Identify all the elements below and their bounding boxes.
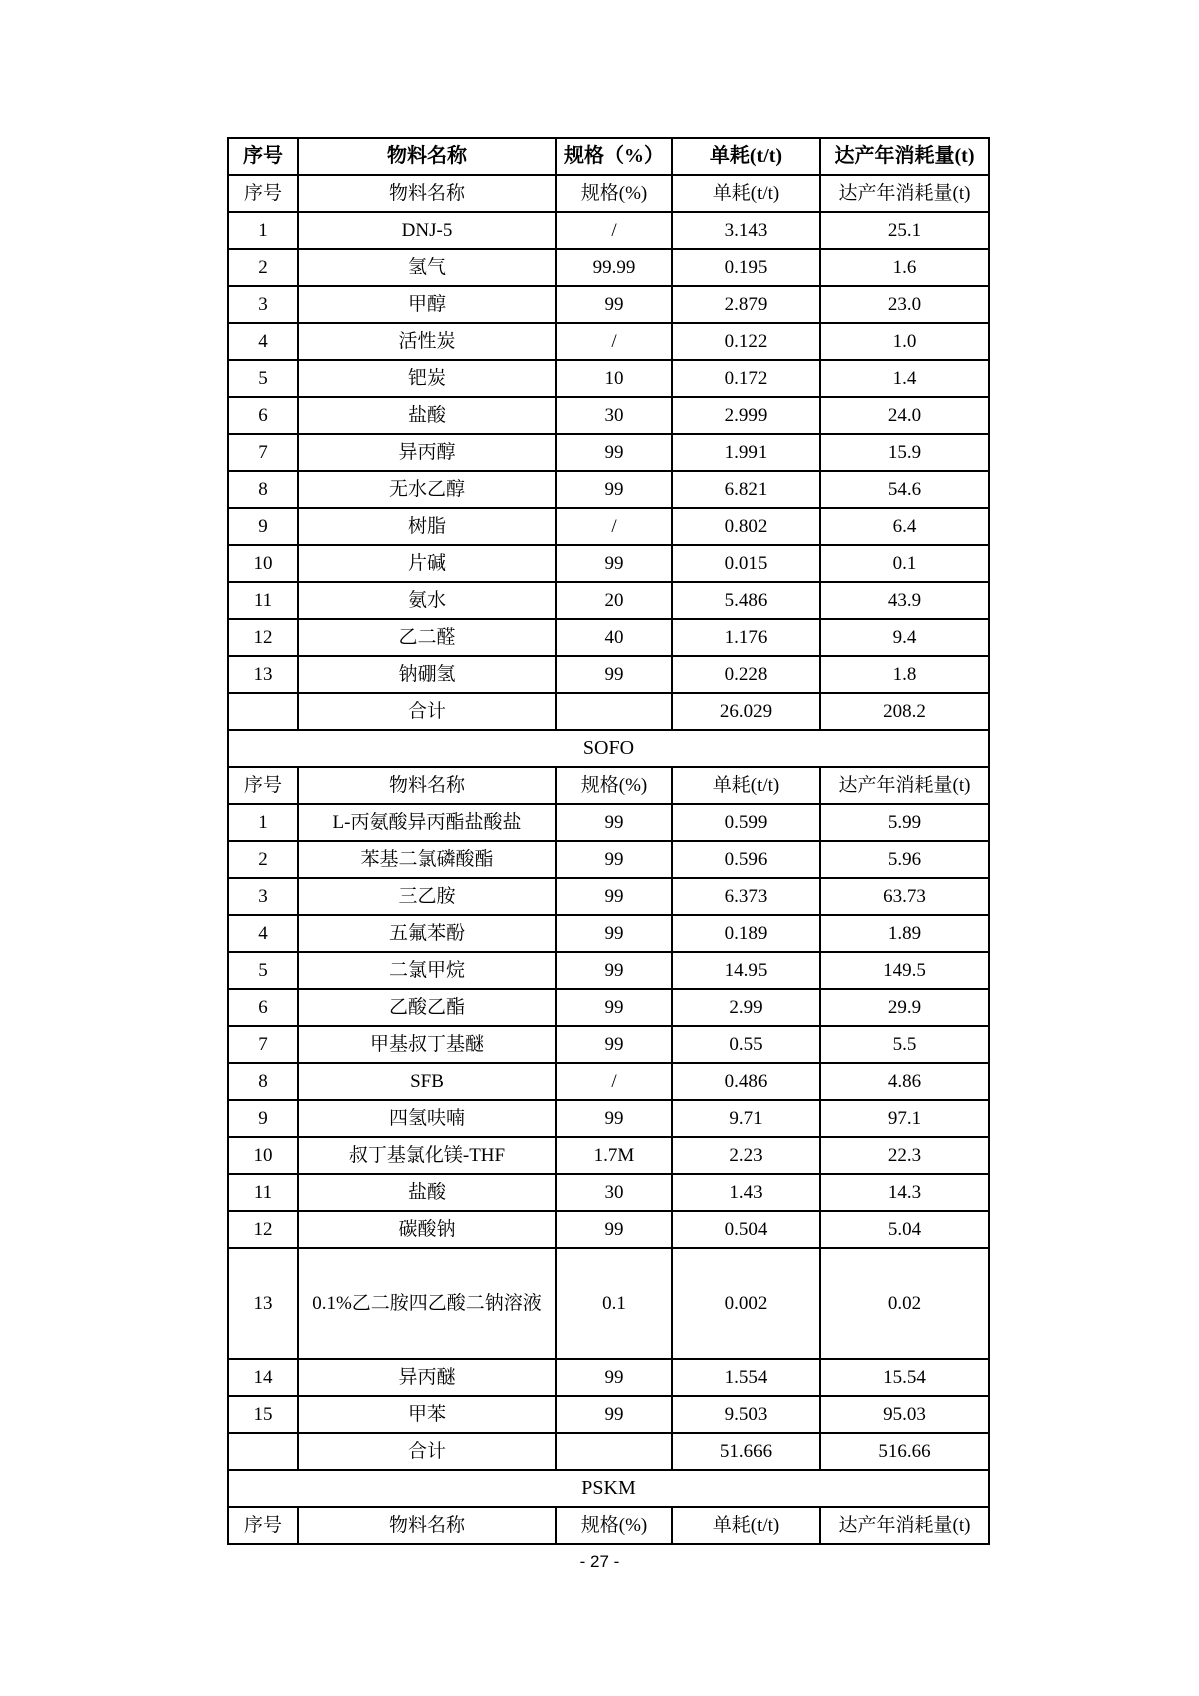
cell-spec: 30 <box>556 397 672 434</box>
cell-material: 钯炭 <box>298 360 556 397</box>
cell-material: 氨水 <box>298 582 556 619</box>
header-cell-unit-consumption: 单耗(t/t) <box>672 1507 820 1544</box>
cell-unit-consumption: 0.504 <box>672 1211 820 1248</box>
cell-unit-consumption: 0.228 <box>672 656 820 693</box>
header-cell-annual-consumption: 达产年消耗量(t) <box>820 1507 989 1544</box>
table-row <box>228 693 989 730</box>
table-row <box>228 1359 989 1396</box>
cell-unit-consumption: 9.503 <box>672 1396 820 1433</box>
table-row <box>228 1433 989 1470</box>
cell-material: 甲醇 <box>298 286 556 323</box>
cell-annual-consumption: 0.02 <box>820 1248 989 1359</box>
cell-annual-consumption: 5.99 <box>820 804 989 841</box>
cell-spec: 99 <box>556 1026 672 1063</box>
table-row <box>228 656 989 693</box>
table-row <box>228 1211 989 1248</box>
cell-material: 活性炭 <box>298 323 556 360</box>
cell-annual-consumption: 5.04 <box>820 1211 989 1248</box>
cell-material: 叔丁基氯化镁-THF <box>298 1137 556 1174</box>
cell-annual-consumption: 149.5 <box>820 952 989 989</box>
cell-annual-consumption: 29.9 <box>820 989 989 1026</box>
table-row <box>228 1174 989 1211</box>
cell-material: 氢气 <box>298 249 556 286</box>
cell-unit-consumption: 0.015 <box>672 545 820 582</box>
cell-seq: 14 <box>228 1359 298 1396</box>
cell-seq: 9 <box>228 1100 298 1137</box>
cell-spec: 30 <box>556 1174 672 1211</box>
cell-seq: 9 <box>228 508 298 545</box>
header-cell-unit-consumption: 单耗(t/t) <box>672 138 820 175</box>
cell-seq: 10 <box>228 1137 298 1174</box>
cell-unit-consumption: 14.95 <box>672 952 820 989</box>
table-row <box>228 434 989 471</box>
cell-seq: 5 <box>228 360 298 397</box>
cell-unit-consumption: 0.596 <box>672 841 820 878</box>
table-row <box>228 471 989 508</box>
cell-annual-consumption: 6.4 <box>820 508 989 545</box>
cell-seq-empty <box>228 693 298 730</box>
cell-spec: 99 <box>556 471 672 508</box>
cell-total-label: 合计 <box>298 693 556 730</box>
cell-material: 苯基二氯磷酸酯 <box>298 841 556 878</box>
cell-annual-consumption: 1.0 <box>820 323 989 360</box>
cell-annual-consumption: 24.0 <box>820 397 989 434</box>
cell-material: 乙二醛 <box>298 619 556 656</box>
cell-unit-consumption: 9.71 <box>672 1100 820 1137</box>
cell-spec: 99 <box>556 1396 672 1433</box>
cell-spec: 99 <box>556 989 672 1026</box>
header-cell-material: 物料名称 <box>298 138 556 175</box>
cell-material: 五氟苯酚 <box>298 915 556 952</box>
cell-spec: / <box>556 323 672 360</box>
cell-unit-consumption: 2.23 <box>672 1137 820 1174</box>
cell-unit-consumption: 0.55 <box>672 1026 820 1063</box>
cell-spec: 99 <box>556 878 672 915</box>
cell-unit-consumption: 0.486 <box>672 1063 820 1100</box>
cell-unit-consumption: 0.122 <box>672 323 820 360</box>
cell-seq: 7 <box>228 1026 298 1063</box>
cell-seq: 12 <box>228 619 298 656</box>
cell-annual-consumption: 15.54 <box>820 1359 989 1396</box>
cell-unit-consumption: 2.99 <box>672 989 820 1026</box>
cell-seq: 4 <box>228 915 298 952</box>
table-row <box>228 249 989 286</box>
cell-annual-consumption: 63.73 <box>820 878 989 915</box>
cell-material: SFB <box>298 1063 556 1100</box>
header-cell-spec: 规格(%) <box>556 175 672 212</box>
cell-material: 甲基叔丁基醚 <box>298 1026 556 1063</box>
cell-unit-consumption: 0.002 <box>672 1248 820 1359</box>
table-row <box>228 1396 989 1433</box>
cell-spec: 99 <box>556 1100 672 1137</box>
header-cell-spec: 规格(%) <box>556 1507 672 1544</box>
cell-material: 乙酸乙酯 <box>298 989 556 1026</box>
header-cell-material: 物料名称 <box>298 767 556 804</box>
cell-material: 盐酸 <box>298 397 556 434</box>
table-row <box>228 804 989 841</box>
cell-seq: 15 <box>228 1396 298 1433</box>
table-row <box>228 989 989 1026</box>
cell-seq: 12 <box>228 1211 298 1248</box>
table-row <box>228 508 989 545</box>
table-row <box>228 1137 989 1174</box>
cell-spec: 99 <box>556 841 672 878</box>
table-row <box>228 767 989 804</box>
cell-annual-consumption: 23.0 <box>820 286 989 323</box>
cell-spec: 99 <box>556 656 672 693</box>
table-row <box>228 952 989 989</box>
table-row <box>228 1248 989 1359</box>
cell-spec: 99 <box>556 1211 672 1248</box>
cell-material: 钠硼氢 <box>298 656 556 693</box>
header-cell-material: 物料名称 <box>298 175 556 212</box>
header-cell-annual-consumption: 达产年消耗量(t) <box>820 175 989 212</box>
cell-spec: 1.7M <box>556 1137 672 1174</box>
cell-annual-consumption: 1.8 <box>820 656 989 693</box>
section-title-pskm: PSKM <box>228 1470 989 1507</box>
cell-unit-consumption: 0.172 <box>672 360 820 397</box>
cell-seq: 8 <box>228 471 298 508</box>
cell-annual-consumption: 4.86 <box>820 1063 989 1100</box>
table-row <box>228 360 989 397</box>
cell-material: 0.1%乙二胺四乙酸二钠溶液 <box>298 1248 556 1359</box>
cell-unit-consumption: 6.821 <box>672 471 820 508</box>
cell-spec: 99 <box>556 804 672 841</box>
cell-material: 异丙醇 <box>298 434 556 471</box>
cell-annual-consumption: 97.1 <box>820 1100 989 1137</box>
cell-unit-consumption: 2.879 <box>672 286 820 323</box>
cell-seq: 13 <box>228 1248 298 1359</box>
cell-unit-consumption: 1.991 <box>672 434 820 471</box>
cell-seq-empty <box>228 1433 298 1470</box>
table-row <box>228 1470 989 1507</box>
cell-annual-consumption: 0.1 <box>820 545 989 582</box>
cell-spec: 20 <box>556 582 672 619</box>
page-number: - 27 - <box>579 1552 620 1571</box>
cell-material: 无水乙醇 <box>298 471 556 508</box>
cell-unit-consumption: 0.195 <box>672 249 820 286</box>
cell-spec: / <box>556 212 672 249</box>
cell-annual-consumption: 1.89 <box>820 915 989 952</box>
cell-seq: 8 <box>228 1063 298 1100</box>
cell-spec: 99 <box>556 952 672 989</box>
cell-spec: 99 <box>556 915 672 952</box>
header-cell-annual-consumption: 达产年消耗量(t) <box>820 138 989 175</box>
cell-spec: 10 <box>556 360 672 397</box>
cell-seq: 2 <box>228 249 298 286</box>
header-cell-seq: 序号 <box>228 138 298 175</box>
cell-seq: 2 <box>228 841 298 878</box>
cell-material: 四氢呋喃 <box>298 1100 556 1137</box>
cell-spec: 99 <box>556 545 672 582</box>
table-row <box>228 212 989 249</box>
cell-annual-consumption: 22.3 <box>820 1137 989 1174</box>
table-row <box>228 878 989 915</box>
cell-material: 异丙醚 <box>298 1359 556 1396</box>
cell-annual-consumption: 54.6 <box>820 471 989 508</box>
table-row <box>228 397 989 434</box>
cell-annual-consumption: 9.4 <box>820 619 989 656</box>
table-row <box>228 582 989 619</box>
table-row <box>228 138 989 175</box>
header-cell-seq: 序号 <box>228 767 298 804</box>
cell-spec-empty <box>556 693 672 730</box>
table-row <box>228 915 989 952</box>
table-row <box>228 323 989 360</box>
cell-material: 碳酸钠 <box>298 1211 556 1248</box>
cell-seq: 3 <box>228 878 298 915</box>
table-row <box>228 1063 989 1100</box>
cell-seq: 11 <box>228 582 298 619</box>
cell-unit-consumption: 1.43 <box>672 1174 820 1211</box>
cell-material: DNJ-5 <box>298 212 556 249</box>
cell-spec: 0.1 <box>556 1248 672 1359</box>
cell-material: 甲苯 <box>298 1396 556 1433</box>
cell-spec: / <box>556 1063 672 1100</box>
cell-unit-consumption: 2.999 <box>672 397 820 434</box>
cell-material: 片碱 <box>298 545 556 582</box>
cell-seq: 11 <box>228 1174 298 1211</box>
cell-unit-consumption: 6.373 <box>672 878 820 915</box>
cell-annual-consumption: 15.9 <box>820 434 989 471</box>
cell-total-unit-consumption: 51.666 <box>672 1433 820 1470</box>
cell-material: 盐酸 <box>298 1174 556 1211</box>
table-row <box>228 1507 989 1544</box>
cell-seq: 3 <box>228 286 298 323</box>
cell-material: 三乙胺 <box>298 878 556 915</box>
cell-annual-consumption: 5.96 <box>820 841 989 878</box>
cell-material: 二氯甲烷 <box>298 952 556 989</box>
cell-annual-consumption: 1.6 <box>820 249 989 286</box>
cell-spec: 99 <box>556 434 672 471</box>
cell-seq: 13 <box>228 656 298 693</box>
table-row <box>228 1026 989 1063</box>
cell-seq: 6 <box>228 989 298 1026</box>
cell-unit-consumption: 3.143 <box>672 212 820 249</box>
cell-spec: / <box>556 508 672 545</box>
header-cell-spec: 规格(%) <box>556 767 672 804</box>
cell-annual-consumption: 43.9 <box>820 582 989 619</box>
table-row <box>228 175 989 212</box>
section-title-sofo: SOFO <box>228 730 989 767</box>
cell-seq: 7 <box>228 434 298 471</box>
cell-unit-consumption: 1.176 <box>672 619 820 656</box>
cell-material: 树脂 <box>298 508 556 545</box>
cell-seq: 4 <box>228 323 298 360</box>
header-cell-unit-consumption: 单耗(t/t) <box>672 767 820 804</box>
cell-spec: 99.99 <box>556 249 672 286</box>
table-row <box>228 619 989 656</box>
table-row <box>228 545 989 582</box>
cell-total-annual-consumption: 516.66 <box>820 1433 989 1470</box>
cell-unit-consumption: 0.189 <box>672 915 820 952</box>
cell-total-label: 合计 <box>298 1433 556 1470</box>
cell-annual-consumption: 25.1 <box>820 212 989 249</box>
cell-annual-consumption: 14.3 <box>820 1174 989 1211</box>
materials-table <box>227 137 990 1545</box>
table-row <box>228 1100 989 1137</box>
header-cell-material: 物料名称 <box>298 1507 556 1544</box>
cell-spec: 99 <box>556 286 672 323</box>
header-cell-annual-consumption: 达产年消耗量(t) <box>820 767 989 804</box>
header-cell-seq: 序号 <box>228 1507 298 1544</box>
cell-spec: 99 <box>556 1359 672 1396</box>
cell-material: L-丙氨酸异丙酯盐酸盐 <box>298 804 556 841</box>
header-cell-seq: 序号 <box>228 175 298 212</box>
cell-seq: 10 <box>228 545 298 582</box>
header-cell-unit-consumption: 单耗(t/t) <box>672 175 820 212</box>
cell-total-annual-consumption: 208.2 <box>820 693 989 730</box>
cell-unit-consumption: 1.554 <box>672 1359 820 1396</box>
cell-unit-consumption: 0.599 <box>672 804 820 841</box>
cell-seq: 6 <box>228 397 298 434</box>
cell-annual-consumption: 5.5 <box>820 1026 989 1063</box>
table-row <box>228 730 989 767</box>
cell-seq: 5 <box>228 952 298 989</box>
cell-unit-consumption: 5.486 <box>672 582 820 619</box>
table-row <box>228 286 989 323</box>
cell-seq: 1 <box>228 212 298 249</box>
cell-spec-empty <box>556 1433 672 1470</box>
cell-annual-consumption: 95.03 <box>820 1396 989 1433</box>
cell-annual-consumption: 1.4 <box>820 360 989 397</box>
cell-seq: 1 <box>228 804 298 841</box>
cell-unit-consumption: 0.802 <box>672 508 820 545</box>
table-row <box>228 841 989 878</box>
header-cell-spec: 规格（%） <box>556 138 672 175</box>
cell-total-unit-consumption: 26.029 <box>672 693 820 730</box>
cell-spec: 40 <box>556 619 672 656</box>
